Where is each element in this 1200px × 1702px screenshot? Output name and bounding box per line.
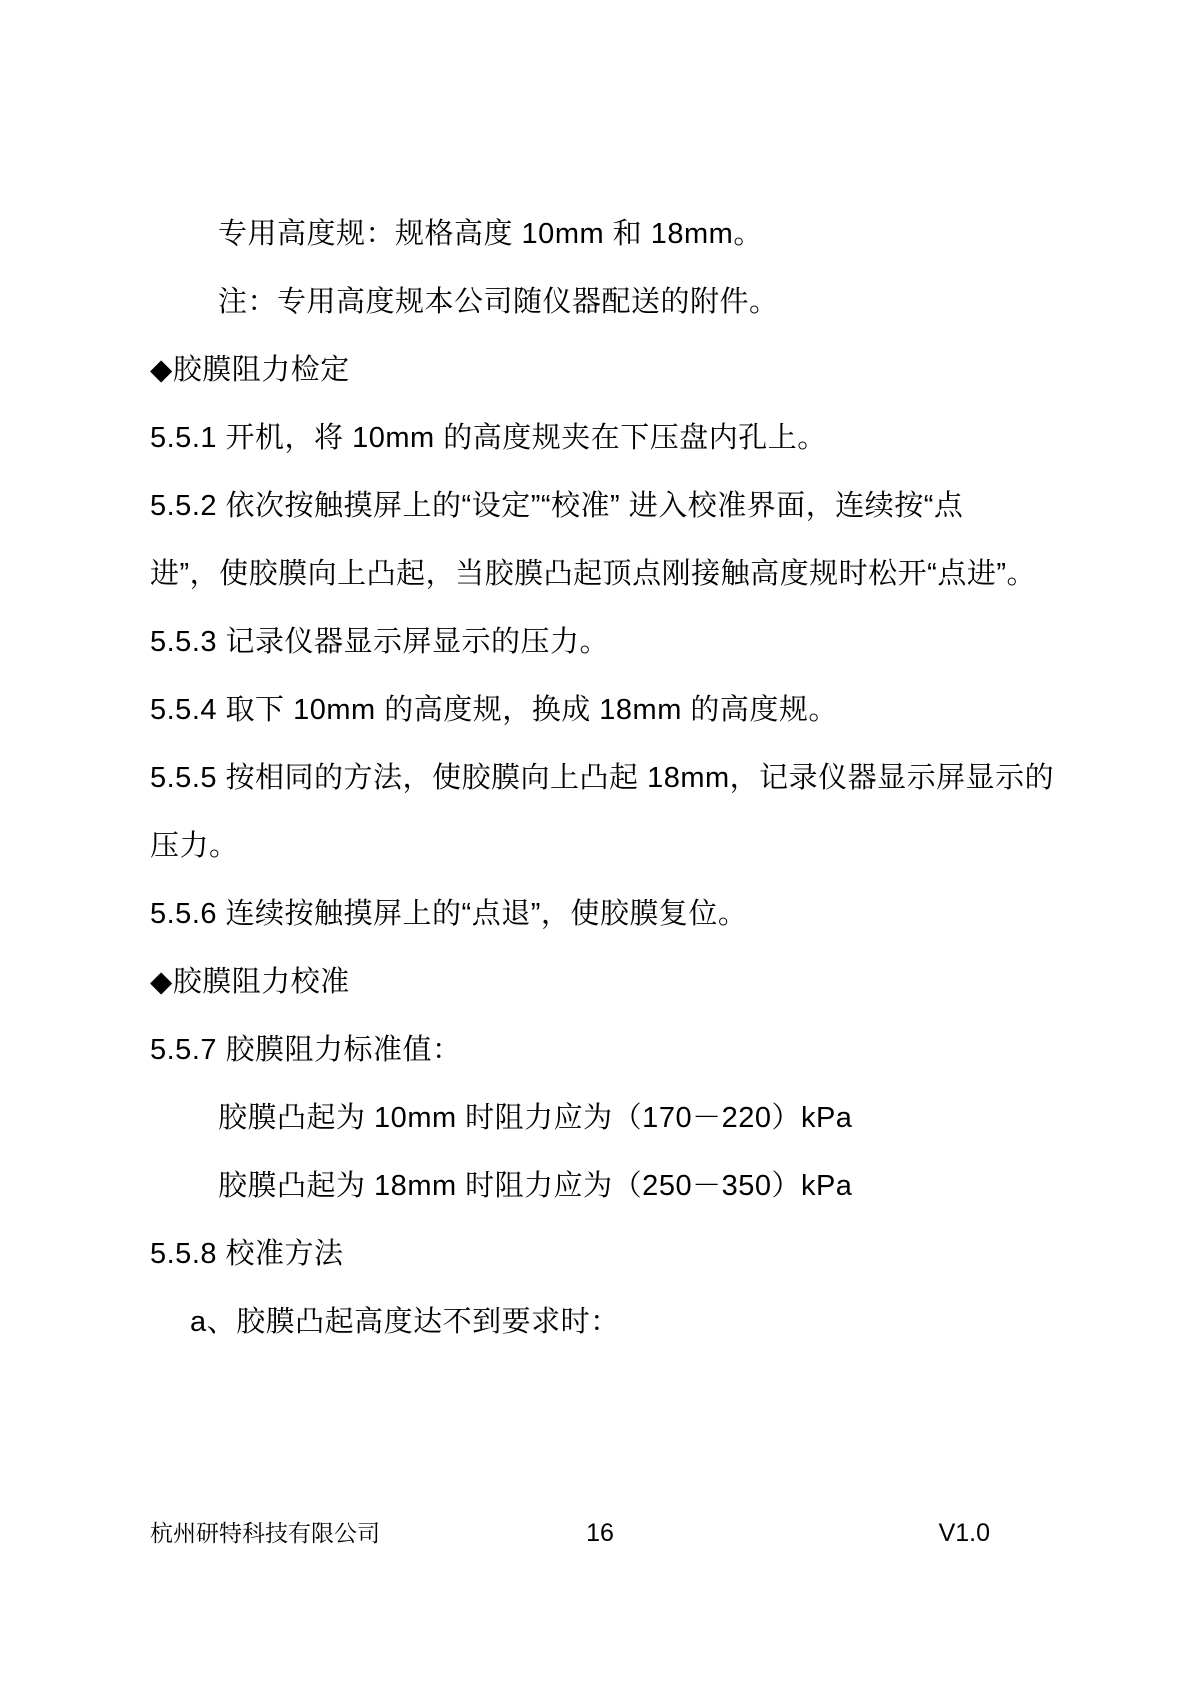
doc-line: a、胶膜凸起高度达不到要求时： [190,1306,620,1338]
page-footer [0,1516,1200,1550]
doc-line: 5.5.5 按相同的方法，使胶膜向上凸起 18mm，记录仪器显示屏显示的 [150,762,1055,794]
footer-version: V1.0 [938,1519,990,1547]
doc-line: 5.5.7 胶膜阻力标准值： [150,1034,462,1066]
footer-page-number: 16 [586,1519,614,1547]
section-heading: ◆胶膜阻力检定 [150,354,350,386]
doc-line: 胶膜凸起为 18mm 时阻力应为（250－350）kPa [218,1170,853,1202]
doc-line: 专用高度规：规格高度 10mm 和 18mm。 [218,218,763,250]
doc-line: 5.5.8 校准方法 [150,1238,344,1270]
doc-line: 5.5.3 记录仪器显示屏显示的压力。 [150,626,610,658]
doc-line: 5.5.6 连续按触摸屏上的“点退”，使胶膜复位。 [150,898,748,930]
section-heading: ◆胶膜阻力校准 [150,966,350,998]
document-body [150,200,1070,1356]
doc-line: 5.5.2 依次按触摸屏上的“设定”“校准” 进入校准界面，连续按“点 [150,490,964,522]
doc-line: 压力。 [150,830,239,862]
doc-line: 5.5.4 取下 10mm 的高度规，换成 18mm 的高度规。 [150,694,838,726]
footer-company: 杭州研特科技有限公司 [150,1520,380,1546]
doc-line: 5.5.1 开机，将 10mm 的高度规夹在下压盘内孔上。 [150,422,827,454]
doc-line-note: 注：专用高度规本公司随仪器配送的附件。 [218,286,779,318]
doc-line: 进”，使胶膜向上凸起，当胶膜凸起顶点刚接触高度规时松开“点进”。 [150,558,1036,590]
doc-line: 胶膜凸起为 10mm 时阻力应为（170－220）kPa [218,1102,853,1134]
